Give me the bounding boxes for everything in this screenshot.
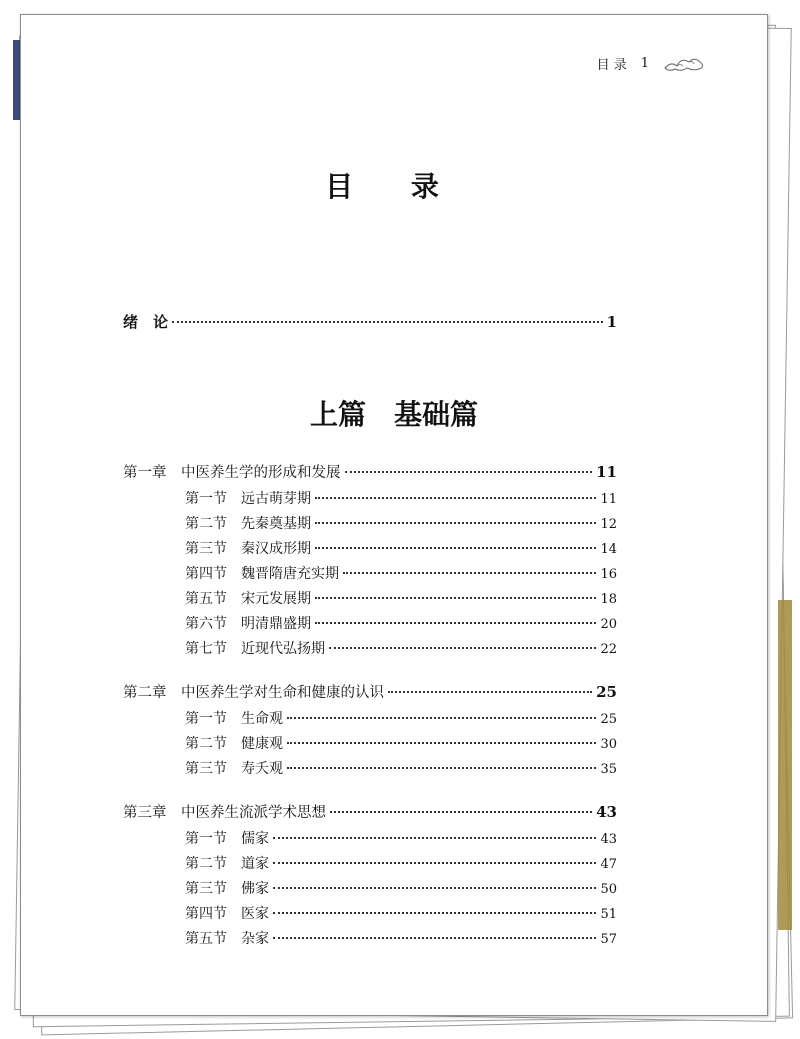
toc-entry-label: 绪 论: [123, 313, 169, 331]
toc-entry-label: 第三节 秦汉成形期: [185, 541, 311, 557]
dot-leader: [329, 647, 596, 649]
toc-entry-label: 第三章 中医养生流派学术思想: [123, 805, 326, 821]
toc-entry-section[interactable]: [185, 638, 617, 658]
dot-leader: [343, 572, 596, 574]
toc-entry-section[interactable]: [185, 733, 617, 753]
toc-entry-page: 47: [600, 857, 617, 872]
toc-entry-section[interactable]: [185, 588, 617, 608]
toc-entry-section[interactable]: [185, 828, 617, 848]
dot-leader: [315, 622, 596, 624]
toc-entry-page: 20: [600, 617, 617, 632]
toc-entry-page: 11: [600, 492, 617, 507]
toc-entry-chapter[interactable]: [123, 681, 617, 702]
toc-entry-page: 12: [600, 517, 617, 532]
toc-entry-label: 第一节 儒家: [185, 831, 269, 847]
toc-entry-label: 第四节 魏晋隋唐充实期: [185, 566, 339, 582]
toc-entry-page: 25: [600, 712, 617, 727]
dot-leader: [172, 321, 603, 323]
toc-entry-label: 第三节 佛家: [185, 881, 269, 897]
toc-entry-section[interactable]: [185, 538, 617, 558]
toc-entry-page: 50: [600, 882, 617, 897]
toc-entry-label: 第一节 远古萌芽期: [185, 491, 311, 507]
toc-entry-section[interactable]: [185, 853, 617, 873]
toc-entry-page: 43: [596, 803, 617, 821]
dot-leader: [273, 887, 596, 889]
dot-leader: [330, 811, 592, 813]
dot-leader: [345, 471, 593, 473]
toc-page: [20, 14, 768, 1016]
part-title: 上篇 基础篇: [309, 398, 478, 431]
toc-entry-section[interactable]: [185, 758, 617, 778]
dot-leader: [287, 717, 596, 719]
toc-entry-page: 51: [600, 907, 617, 922]
toc-entry-page: 57: [600, 932, 617, 947]
toc-entry-label: 第五节 宋元发展期: [185, 591, 311, 607]
toc-entry-section[interactable]: [185, 613, 617, 633]
toc-entry-label: 第七节 近现代弘扬期: [185, 641, 325, 657]
dot-leader: [315, 522, 596, 524]
toc-entry-page: 43: [600, 832, 617, 847]
dot-leader: [273, 862, 596, 864]
toc-title: 目 录: [325, 170, 463, 203]
running-header: [597, 53, 705, 73]
running-header-page: 1: [640, 55, 649, 71]
toc-entry-page: 14: [600, 542, 617, 557]
toc-entry-chapter[interactable]: [123, 801, 617, 822]
toc-entry-section[interactable]: [185, 563, 617, 583]
toc-entry-label: 第五节 杂家: [185, 931, 269, 947]
toc-entry-label: 第三节 寿夭观: [185, 761, 283, 777]
dot-leader: [287, 742, 596, 744]
toc-entry-page: 35: [600, 762, 617, 777]
toc-entry-section[interactable]: [185, 708, 617, 728]
toc-entry-page: 22: [600, 642, 617, 657]
toc-entry-label: 第二节 道家: [185, 856, 269, 872]
running-header-title: 目 录: [596, 57, 627, 73]
dot-leader: [273, 912, 596, 914]
toc-entry-chapter[interactable]: [123, 461, 617, 482]
page-edge-strip: [778, 600, 792, 930]
dot-leader: [315, 497, 596, 499]
dot-leader: [315, 597, 596, 599]
dot-leader: [287, 767, 596, 769]
toc-entry-page: 1: [606, 313, 617, 331]
toc-entry-label: 第一节 生命观: [185, 711, 283, 727]
toc-entry-page: 11: [596, 463, 617, 481]
toc-entry-label: 第二节 健康观: [185, 736, 283, 752]
toc-entry-page: 30: [600, 737, 617, 752]
toc-entry-page: 16: [600, 567, 617, 582]
dot-leader: [388, 691, 592, 693]
toc-entry-section[interactable]: [185, 878, 617, 898]
toc-entry-section[interactable]: [185, 928, 617, 948]
toc-entry-label: 第一章 中医养生学的形成和发展: [123, 465, 341, 481]
toc-entry-section[interactable]: [185, 903, 617, 923]
toc-entry-label: 第二章 中医养生学对生命和健康的认识: [123, 685, 384, 701]
toc-entry-section[interactable]: [185, 488, 617, 508]
toc-entry-intro[interactable]: [123, 311, 617, 332]
dot-leader: [273, 937, 596, 939]
dot-leader: [315, 547, 596, 549]
toc-entry-label: 第二节 先秦奠基期: [185, 516, 311, 532]
toc-entry-section[interactable]: [185, 513, 617, 533]
auspicious-cloud-icon: [663, 53, 705, 73]
toc-entry-page: 25: [596, 683, 617, 701]
dot-leader: [273, 837, 596, 839]
toc-entry-page: 18: [600, 592, 617, 607]
toc-entry-label: 第四节 医家: [185, 906, 269, 922]
toc-entry-label: 第六节 明清鼎盛期: [185, 616, 311, 632]
